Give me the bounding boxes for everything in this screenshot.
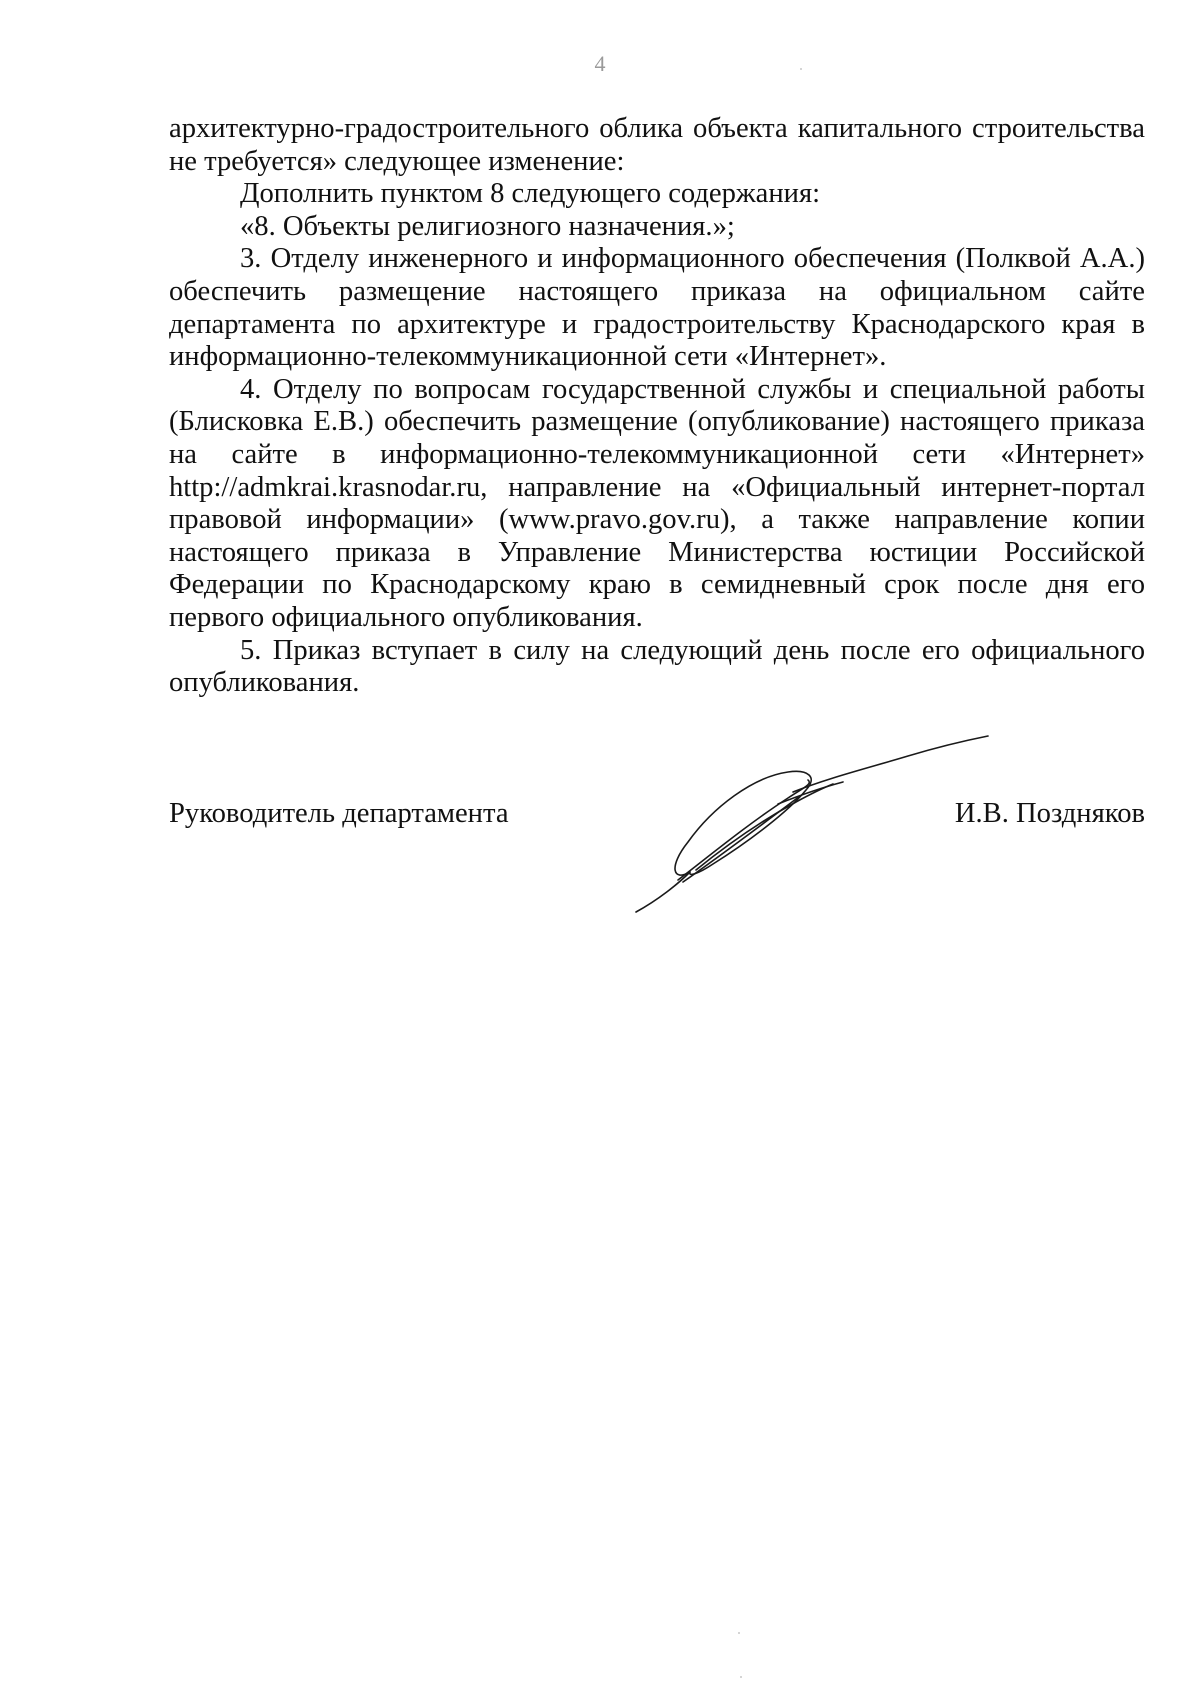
handwritten-signature bbox=[628, 732, 1008, 914]
signatory-name: И.В. Поздняков bbox=[954, 798, 1145, 829]
paragraph-item-8: «8. Объекты религиозного назначения.»; bbox=[240, 210, 735, 242]
page-number: 4 bbox=[594, 51, 606, 76]
paragraph-clause-3: 3. Отделу инженерного и информационного обеспечения (Полквой А.А.) обеспечить размещение настоящего приказа на официальном сайте департамента по архитектуре и градостроительству Краснодарского края в информационно-телекоммуникационной сети «Интернет». bbox=[169, 243, 1145, 373]
scan-speck bbox=[800, 68, 802, 70]
paragraph-continuation: архитектурно-градостроительного облика объекта капитального строительства не требуется» следующее изменение: bbox=[169, 113, 1145, 177]
scan-speck bbox=[738, 1632, 740, 1634]
paragraph-amendment-intro: Дополнить пунктом 8 следующего содержания: bbox=[240, 178, 821, 210]
signatory-title: Руководитель департамента bbox=[169, 798, 509, 829]
scan-speck bbox=[740, 1676, 742, 1678]
paragraph-clause-5: 5. Приказ вступает в силу на следующий день после его официального опубликования. bbox=[169, 634, 1145, 699]
paragraph-clause-4: 4. Отделу по вопросам государственной службы и специальной работы (Блисковка Е.В.) обеспечить размещение (опубликование) настоящего приказа на сайте в информационно-телекоммуникационной сети «Интернет» http://admkrai.krasnodar.ru, направление на «Официальный интернет-портал правовой информации» (www.pravo.gov.ru), а также направление копии настоящего приказа в Управление Министерства юстиции Российской Федерации по Краснодарскому краю в семидневный срок после дня его первого официального опубликования. bbox=[169, 373, 1145, 633]
document-body bbox=[169, 113, 1145, 700]
